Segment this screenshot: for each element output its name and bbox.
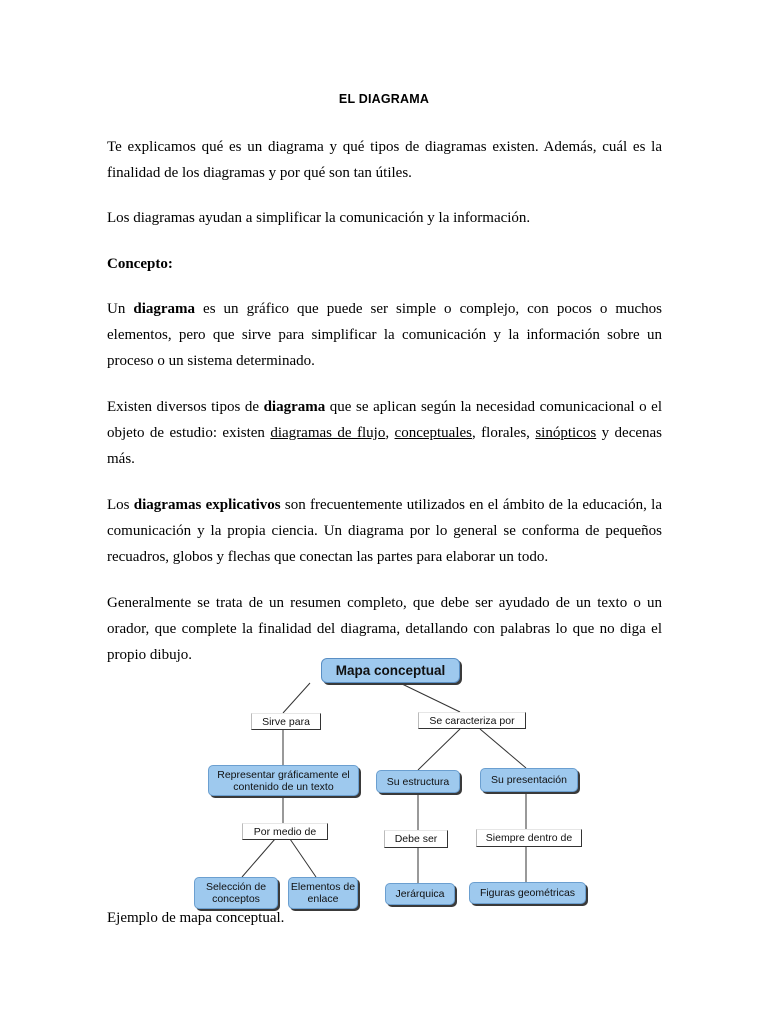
concept-paragraph-2: Existen diversos tipos de diagrama que se aplican según la necesidad comunicacional o el objeto de estudio: existen diagramas de flujo, conceptuales, florales, sinópticos y decenas más. xyxy=(107,399,663,467)
node-jerarquica: Jerárquica xyxy=(385,883,455,905)
link-conceptuales[interactable]: conceptuales xyxy=(394,425,472,441)
intro-paragraph-1: Te explicamos qué es un diagrama y qué tipos de diagramas existen. Además, cuál es la finalidad de los diagramas y por qué son tan útiles. xyxy=(107,139,662,181)
connector xyxy=(418,729,460,770)
link-label-se-caracteriza-por: Se caracteriza por xyxy=(418,712,526,729)
node-su-presentacion: Su presentación xyxy=(480,768,578,792)
connector xyxy=(290,839,316,877)
concept-paragraph-1: Un diagrama es un gráfico que puede ser simple o complejo, con pocos o muchos elementos, pero que sirve para simplificar la comunicación y la información sobre un proceso o un sistema determinado. xyxy=(107,301,663,369)
term-diagrama-2: diagrama xyxy=(263,399,326,415)
node-representar: Representar gráficamente el contenido de un texto xyxy=(208,765,359,796)
node-su-estructura: Su estructura xyxy=(376,770,460,793)
link-label-por-medio-de: Por medio de xyxy=(242,823,328,840)
node-elementos-de-enlace: Elementos de enlace xyxy=(288,877,358,909)
link-label-siempre-dentro-de: Siempre dentro de xyxy=(476,829,582,847)
link-label-debe-ser: Debe ser xyxy=(384,830,448,848)
concept-paragraph-3: Los diagramas explicativos son frecuentemente utilizados en el ámbito de la educación, la comunicación y la propia ciencia. Un diagrama por lo general se conforma de pequeños recuadros, globos y flechas que conectan las partes para elaborar un todo. xyxy=(107,497,663,565)
connector xyxy=(400,683,460,712)
section-heading-text: Concepto: xyxy=(107,256,173,272)
concept-paragraph-4: Generalmente se trata de un resumen completo, que debe ser ayudado de un texto o un orador, que complete la finalidad del diagrama, detallando con palabras lo que no diga el propio dibujo. xyxy=(107,595,662,663)
node-figuras-geometricas: Figuras geométricas xyxy=(469,882,586,904)
intro-paragraph-2: Los diagramas ayudan a simplificar la comunicación y la información. xyxy=(107,210,531,226)
root-node: Mapa conceptual xyxy=(321,658,460,683)
connector xyxy=(242,839,275,877)
term-diagrama: diagrama xyxy=(133,301,196,317)
connector xyxy=(283,683,310,713)
link-sinopticos[interactable]: sinópticos xyxy=(535,425,597,441)
link-label-sirve-para: Sirve para xyxy=(251,713,321,730)
section-heading xyxy=(107,251,662,277)
node-seleccion-de-conceptos: Selección de conceptos xyxy=(194,877,278,909)
page-title: EL DIAGRAMA xyxy=(338,92,430,106)
concept-map-diagram xyxy=(190,655,590,910)
connector xyxy=(480,729,526,768)
figure-caption: Ejemplo de mapa conceptual. xyxy=(107,910,285,926)
link-diagramas-de-flujo[interactable]: diagramas de flujo xyxy=(270,425,386,441)
term-diagramas-explicativos: diagramas explicativos xyxy=(133,497,281,513)
